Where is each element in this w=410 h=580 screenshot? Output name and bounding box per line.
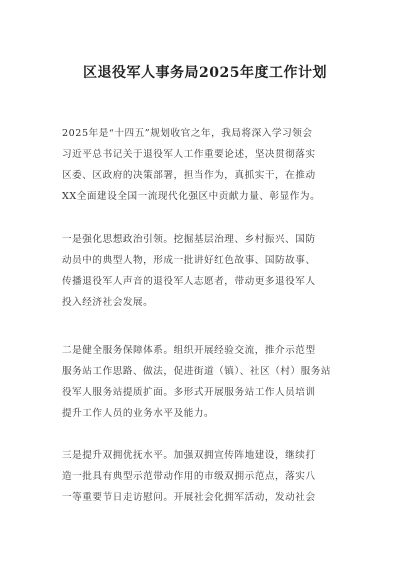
paragraph-line: XX全面建设全国一流现代化强区中贡献力量、彰显作为。 — [62, 191, 321, 202]
paragraph-point-three — [62, 445, 352, 508]
paragraph-point-two — [62, 340, 352, 424]
document-title: 区退役军人事务局2025年度工作计划 — [83, 65, 327, 81]
paragraph-intro — [62, 123, 352, 207]
paragraph-line: 造一批具有典型示范带动作用的市级双拥示范点，落实八 — [62, 471, 316, 482]
paragraph-line: 区委、区政府的决策部署，担当作为，真抓实干，在推动 — [62, 170, 316, 181]
paragraph-line: 一等重要节日走访慰问。开展社会化拥军活动，发动社会 — [62, 492, 316, 503]
paragraph-point-one — [62, 229, 352, 313]
paragraph-line: 传播退役军人声音的退役军人志愿者，带动更多退役军人 — [62, 276, 316, 287]
paragraph-line: 二是健全服务保障体系。组织开展经验交流，推介示范型 — [62, 345, 316, 356]
paragraph-line: 提升工作人员的业务水平及能力。 — [62, 408, 215, 419]
paragraph-line: 2025年是“十四五”规划收官之年，我局将深入学习领会 — [62, 128, 313, 139]
paragraph-line: 动员中的典型人物，形成一批讲好红色故事、国防故事、 — [62, 255, 316, 266]
paragraph-line: 一是强化思想政治引领。挖掘基层治理、乡村振兴、国防 — [62, 234, 316, 245]
paragraph-line: 习近平总书记关于退役军人工作重要论述，坚决贯彻落实 — [62, 149, 316, 160]
paragraph-line: 三是提升双拥优抚水平。加强双拥宣传阵地建设，继续打 — [62, 450, 316, 461]
paragraph-line: 服务站工作思路、做法，促进街道（镇）、社区（村）服务站 — [62, 366, 332, 377]
paragraph-line: 役军人服务站提质扩面。多形式开展服务站工作人员培训 — [62, 387, 316, 398]
paragraph-line: 投入经济社会发展。 — [62, 297, 154, 308]
